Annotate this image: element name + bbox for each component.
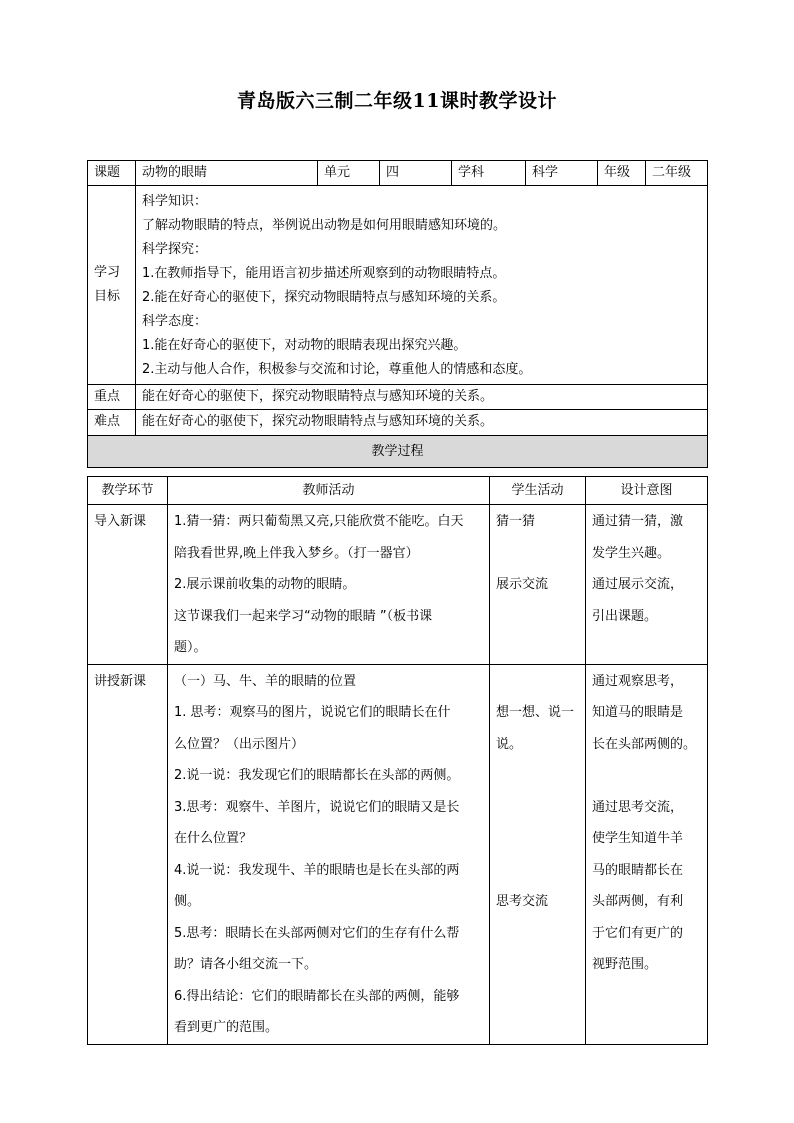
teacher-activity-cell (168, 505, 490, 665)
teacher-line: （一）马、牛、羊的眼睛的位置 (174, 673, 357, 689)
intent-line: 发学生兴趣。 (592, 545, 671, 561)
intent-line: 视野范围。 (592, 957, 658, 972)
teacher-line: 3.思考：观察牛、羊图片，说说它们的眼睛又是长 (174, 799, 460, 815)
column-header-intent: 设计意图 (586, 477, 708, 505)
student-line (496, 760, 579, 792)
intent-line: 知道马的眼睛是 (592, 705, 684, 720)
topic-label: 课题 (88, 161, 136, 186)
column-header-stage: 教学环节 (88, 477, 168, 505)
teacher-line: 1. 思考：观察马的图片，说说它们的眼睛长在什 (174, 705, 451, 720)
objective-line: 科学知识： (142, 194, 208, 209)
student-line: 想一想、说一 (496, 705, 575, 720)
teacher-line: 4.说一说：我发现牛、羊的眼睛也是长在头部的两 (174, 862, 460, 878)
student-activity-cell (490, 664, 586, 1044)
student-line: 说。 (496, 736, 523, 752)
teacher-line: 陪我看世界,晚上伴我入梦乡。（打一器官） (174, 545, 419, 561)
student-line (496, 538, 579, 570)
objective-line: 2.能在好奇心的驱使下，探究动物眼睛特点与感知环境的关系。 (142, 290, 506, 305)
teacher-line: 2.说一说：我发现它们的眼睛都长在头部的两侧。 (174, 768, 460, 783)
table-row (88, 664, 708, 1044)
intent-line: 使学生知道牛羊 (592, 831, 684, 846)
intent-line: 头部两侧，有利 (592, 894, 684, 909)
student-line: 思考交流 (496, 894, 549, 909)
student-line (496, 792, 579, 824)
column-header-student: 学生活动 (490, 477, 586, 505)
teacher-line: 5.思考：眼睛长在头部两侧对它们的生存有什么帮 (174, 925, 460, 941)
objective-line: 了解动物眼睛的特点，举例说出动物是如何用眼睛感知环境的。 (142, 218, 507, 233)
objective-line: 科学态度： (142, 314, 208, 329)
objectives-label: 学习 目标 (88, 186, 136, 385)
intent-line: 通过展示交流， (592, 577, 684, 592)
focus-text: 能在好奇心的驱使下，探究动物眼睛特点与感知环境的关系。 (136, 385, 708, 410)
teacher-line: 么位置？（出示图片） (174, 736, 305, 752)
page-title: 青岛版六三制二年级11课时教学设计 (237, 90, 557, 112)
subject-label: 学科 (452, 161, 526, 186)
stage-cell: 导入新课 (88, 505, 168, 665)
teacher-activity-cell (168, 664, 490, 1044)
teacher-line: 这节课我们一起来学习“动物的眼睛 ”（板书课 (174, 608, 433, 624)
student-line (496, 666, 579, 698)
objective-line: 科学探究： (142, 242, 208, 257)
lesson-info-table (87, 160, 708, 468)
student-line (496, 823, 579, 855)
process-heading: 教学过程 (88, 436, 708, 468)
unit-label: 单元 (318, 161, 380, 186)
objective-line: 1.能在好奇心的驱使下，对动物的眼睛表现出探究兴趣。 (142, 338, 467, 353)
focus-label: 重点 (88, 385, 136, 410)
intent-line: 通过观察思考， (592, 673, 684, 689)
intent-line (592, 760, 701, 792)
teacher-line: 6.得出结论：它们的眼睛都长在头部的两侧，能够 (174, 988, 460, 1004)
column-header-teacher: 教师活动 (168, 477, 490, 505)
subject-value: 科学 (526, 161, 598, 186)
intent-line: 长在头部两侧的。 (592, 736, 697, 752)
teacher-line: 题）。 (174, 640, 207, 655)
objective-line: 2.主动与他人合作，积极参与交流和讨论，尊重他人的情感和态度。 (142, 362, 532, 377)
teacher-line: 侧。 (174, 894, 201, 909)
teacher-line: 2.展示课前收集的动物的眼睛。 (174, 577, 356, 592)
objective-line: 1.在教师指导下，能用语言初步描述所观察到的动物眼睛特点。 (142, 266, 506, 281)
objectives-content (136, 186, 708, 385)
intent-line: 通过思考交流， (592, 799, 684, 815)
student-line: 展示交流 (496, 577, 549, 592)
teacher-line: 助？请各小组交流一下。 (174, 957, 318, 972)
intent-line: 通过猜一猜，激 (592, 514, 684, 529)
difficulty-text: 能在好奇心的驱使下，探究动物眼睛特点与感知环境的关系。 (136, 410, 708, 436)
design-intent-cell (586, 664, 708, 1044)
difficulty-label: 难点 (88, 410, 136, 436)
teacher-line: 1.猜一猜：两只葡萄黑又亮,只能欣赏不能吃。白天 (174, 514, 464, 529)
intent-line: 于它们有更广的 (592, 925, 684, 941)
teacher-line: 在什么位置？ (174, 831, 253, 846)
design-intent-cell (586, 505, 708, 665)
teacher-line: 看到更广的范围。 (174, 1020, 279, 1035)
student-line: 猜一猜 (496, 514, 536, 529)
unit-value: 四 (380, 161, 452, 186)
student-line (496, 855, 579, 887)
table-row (88, 505, 708, 665)
intent-line: 引出课题。 (592, 608, 658, 624)
teaching-process-table (87, 476, 708, 1045)
stage-cell: 讲授新课 (88, 664, 168, 1044)
grade-label: 年级 (598, 161, 646, 186)
intent-line: 马的眼睛都长在 (592, 862, 684, 878)
grade-value: 二年级 (646, 161, 708, 186)
student-activity-cell (490, 505, 586, 665)
topic-value: 动物的眼睛 (136, 161, 318, 186)
